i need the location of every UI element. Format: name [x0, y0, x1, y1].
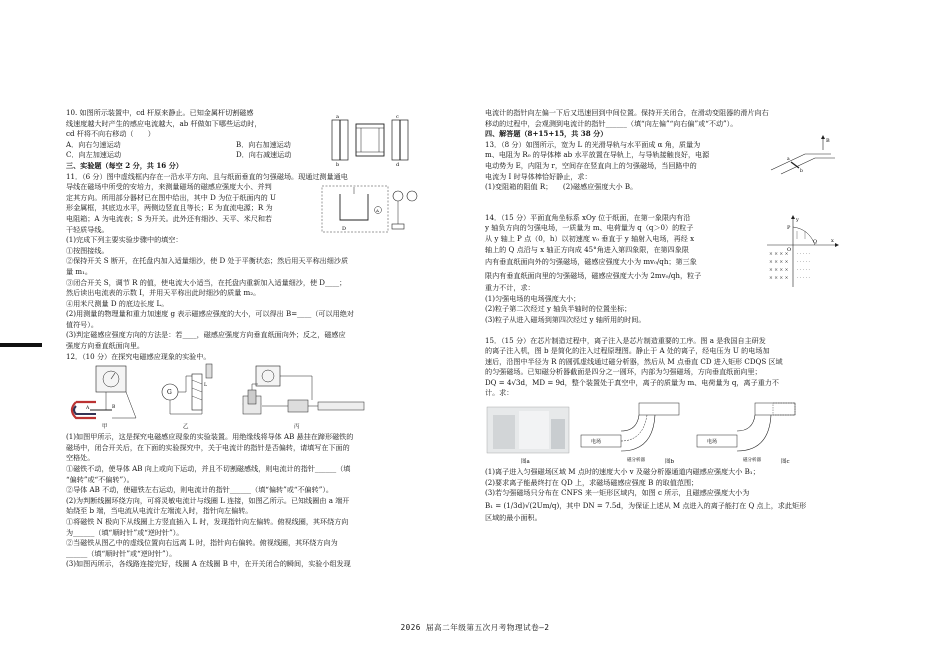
q10-line: cd 杆将不向右移动（ ） — [66, 129, 155, 139]
magnet-label-c: 磁分析器 — [743, 458, 761, 464]
section-4-title: 四、解答题（8+15+15，共 38 分） — [485, 129, 608, 139]
q11-line: 11．（6 分）图中虚线框内存在一沿水平方向、且与纸面垂直的匀强磁场。现通过测量通电 — [66, 171, 348, 181]
svg-text:· · · · ·: · · · · · — [797, 267, 810, 273]
q10-option-b[interactable]: B．向右加速运动 — [236, 139, 291, 149]
svg-text:D: D — [342, 225, 347, 232]
fig-label-bing: 丙 — [294, 424, 300, 431]
svg-text:A: A — [376, 207, 379, 213]
q14-figure — [763, 215, 839, 289]
fig-label-yi: 乙 — [183, 424, 189, 431]
q15-line: 区域的最小面积。 — [485, 512, 542, 522]
q15-figures — [485, 401, 835, 467]
fig-label-b: 图b — [665, 459, 675, 466]
q15-figure-b — [577, 401, 687, 465]
q11-line: ④用米尺测量 D 的底边长度 L。 — [66, 298, 169, 308]
q15-figure-c — [693, 401, 803, 465]
q14-line: (2)粒子第二次经过 y 轴负半轴时的位置坐标； — [485, 304, 632, 314]
svg-text:a: a — [787, 156, 790, 162]
q11-line: ①按图接线。 — [66, 245, 109, 255]
q12-line: ______（填“顺时针”或“逆时针”）。 — [66, 548, 177, 558]
magnet-label-b: 磁分析器 — [627, 458, 645, 464]
field-label-c: 电场 — [707, 439, 718, 446]
q12-line: ②导体 AB 不动，使磁铁左右运动，则电流计的指针______（填“偏转”或“不偏转”）。 — [66, 485, 333, 495]
question-14 — [485, 213, 835, 326]
q15-line: 的匀强磁场。已知磁分析器截面是四分之一圆环，内部为匀强磁场，方向垂直纸面向里； — [485, 367, 762, 377]
q11-line: (1)完成下列主要实验步骤中的填空： — [66, 235, 183, 245]
q10-line: 线速度越大时产生的感应电流越大，ab 杆做如下哪些运动时， — [66, 118, 262, 128]
q10-option-d[interactable]: D．向右减速运动 — [236, 150, 292, 160]
q15-line: 速后，沿图中半径为 R 的圆弧虚线通过磁分析器，然后从 M 点垂直 CD 进入矩形 CDQS 区域 — [485, 356, 783, 366]
q13-line: 电动势为 E，内阻为 r，空间存在竖直向上的匀强磁场，当回路中的 — [485, 160, 697, 170]
q12-line: 为______（填“顺时针”或“逆时针”）。 — [66, 527, 184, 537]
svg-text:B: B — [112, 405, 116, 411]
field-label-b: 电场 — [591, 439, 602, 446]
svg-text:b: b — [336, 162, 340, 166]
q10-option-a[interactable]: A．向右匀速运动 — [66, 139, 121, 149]
q15-line: 计。求： — [485, 388, 514, 398]
q11-line: (3)判定磁感应强度方向的方法是：若____，磁感应强度方向垂直纸面向外；反之，磁感应 — [66, 330, 346, 340]
fig-label-a: 图a — [521, 459, 530, 466]
svg-text:A: A — [86, 406, 90, 412]
svg-text:× × × ×: × × × × — [769, 259, 789, 265]
svg-text:y: y — [796, 216, 799, 223]
q11-line: 电阻箱；A 为电流表；S 为开关。此外还有细沙、天平、米尺和若 — [66, 213, 273, 223]
q12-heading: 12．（10 分）在探究电磁感应现象的实验中。 — [66, 351, 211, 361]
question-12 — [66, 352, 406, 570]
q12-figures — [66, 362, 406, 432]
q14-line: 限内有垂直纸面向里的匀强磁场，磁感应强度大小为 2mv₀/qh，粒子 — [485, 271, 702, 281]
q11-line: ②保持开关 S 断开，在托盘内加入适量细沙，使 D 处于平衡状态；然后用天平称出细沙质 — [66, 256, 349, 266]
q15-line: (3)若匀强磁场只分布在 CNFS 来一矩形区域内，如图 c 所示，且磁感应强度大小为 — [485, 488, 750, 498]
q15-figure-a — [485, 401, 571, 465]
svg-text:L: L — [204, 383, 207, 389]
svg-text:Q: Q — [813, 238, 818, 245]
q13-line: 电流为 I 时导体棒恰好静止，求： — [485, 171, 592, 181]
q15-line: DQ = 4√3d，MD = 9d，整个装置处于真空中，离子的质量为 m、电荷量为 q，离子重力不 — [485, 377, 779, 387]
q11-apparatus-figure — [320, 184, 420, 236]
q13-figure — [765, 134, 837, 176]
q15-line: 的离子注入机，图 b 是简化的注入过程原理图。静止于 A 处的离子，经电压为 U 的电场加 — [485, 346, 770, 356]
q13-line: 13．（8 分）如图所示，宽为 L 的光滑导轨与水平面成 α 角，质量为 — [485, 139, 701, 149]
q14-line: y 轴负方向的匀强电场，一质量为 m、电荷量为 q（q＞0）的粒子 — [485, 223, 694, 233]
q10-figure — [328, 114, 412, 166]
q11-line: 形金属框，其底边水平，两侧边竖直且等长；E 为直流电源；R 为 — [66, 203, 273, 213]
q11-line: (2)用测量的物理量和重力加速度 g 表示磁感应强度的大小，可以得出 B=____（可以用绝对 — [66, 309, 354, 319]
svg-text:c: c — [396, 114, 399, 120]
q10-option-c[interactable]: C．向左加速运动 — [66, 150, 122, 160]
q14-line: 内有垂直纸面向外的匀强磁场，磁感应强度大小为 mv₀/qh；第三象 — [485, 257, 697, 267]
q14-line: (3)粒子从进入磁场到第四次经过 y 轴所用的时间。 — [485, 314, 646, 324]
q10-line: 10. 如图所示装置中，cd 杆原来静止。已知金属杆切割磁感 — [66, 108, 254, 117]
left-column — [66, 108, 406, 570]
q11-line: 然后读出电流表的示数 I，并用天平称出此时细沙的质量 m₂。 — [66, 288, 261, 298]
svg-text:a: a — [336, 114, 339, 120]
fig-label-jia: 甲 — [102, 424, 108, 431]
q13-line: (1)变阻箱的阻值 R； (2)磁感应强度大小 B。 — [485, 182, 638, 192]
q12-line: “偏转”或“不偏转”）。 — [66, 474, 134, 484]
svg-text:B: B — [826, 137, 830, 144]
q12-figure-jia — [66, 362, 150, 430]
q15-line: 15．（15 分）在芯片制造过程中，离子注入是芯片制造重要的工序。图 a 是我国自主研发 — [485, 335, 766, 345]
q12-line: 空格处。 — [66, 453, 95, 463]
q11-line: 强度方向垂直纸面向里。 — [66, 341, 145, 351]
q15-line: (2)要求离子能最终打在 QD 上，求磁场磁感应强度 B 的取值范围； — [485, 477, 699, 487]
svg-text:· · · · ·: · · · · · — [797, 275, 810, 281]
q15-line: (1)离子进入匀强磁场区域 M 点时的速度大小 v 及磁分析器通道内磁感应强度大小 B₁； — [485, 467, 760, 477]
svg-text:· · · · ·: · · · · · — [797, 251, 810, 257]
svg-text:P: P — [787, 224, 791, 231]
q14-line: 轴上的 Q 点沿与 x 轴正方向成 45°角进入第四象限，在第四象限 — [485, 244, 689, 254]
svg-text:d: d — [396, 162, 400, 166]
q13-line: m、电阻为 R₀ 的导体棒 ab 水平放置在导轨上，与导轨接触良好，电源 — [485, 150, 710, 160]
q11-line: 量 m₁。 — [66, 266, 93, 276]
q12-figure-yi — [156, 362, 216, 430]
q12-line: ②当磁铁从图乙中的虚线位置向右远离 L 时，指针向右偏转。俯视线圈，其环绕方向为 — [66, 538, 338, 548]
q11-line: ③闭合开关 S，调节 R 的值，使电流大小适当，在托盘内重新加入适量细沙，使 D____； — [66, 277, 347, 287]
q12-line: ①磁铁不动，使导体 AB 向上或向下运动，并且不切割磁感线，则电流计的指针______（填 — [66, 464, 351, 474]
binding-marker — [0, 343, 42, 347]
q11-line: 干轻质导线。 — [66, 224, 109, 234]
section-3-title: 三、实验题（每空 2 分，共 16 分） — [66, 160, 183, 170]
question-13 — [485, 137, 835, 193]
right-column — [485, 108, 835, 523]
q14-line: 重力不计，求： — [485, 283, 535, 293]
q15-line: B₁ = (1/3d)√(2Um/q)，其中 DN = 7.5d，为保证上述从 M 点进入的离子能打在 Q 点上，求此矩形 — [485, 500, 807, 510]
q12-line: 始绕至 b 端，当电流从电流计左端流入时，指针向左偏转。 — [66, 506, 253, 516]
q12-line: ①将磁铁 N 极向下从线圈上方竖直插入 L 时，发现指针向左偏转。俯视线圈，其环绕方向 — [66, 517, 349, 526]
q14-line: (1)匀强电场的电场强度大小； — [485, 293, 581, 303]
fig-label-c: 图c — [781, 459, 790, 466]
question-15 — [485, 336, 835, 524]
q14-line: 14．（15 分）平面直角坐标系 xOy 位于纸面，在第一象限内有沿 — [485, 212, 691, 222]
q12-continued-line: 电流计的指针向左偏一下后又迅速回到中间位置。保持开关闭合，在滑动变阻器的滑片向右 — [485, 108, 769, 117]
q11-line: 导线在磁场中所受的安培力，来测量磁场的磁感应强度大小、并判 — [66, 182, 272, 192]
q12-line: (3)如图丙所示，各线路连接完好，线圈 A 在线圈 B 中，在开关闭合的瞬间，实验小组发现 — [66, 559, 351, 569]
q11-line: 定其方向。所用部分器材已在图中给出，其中 D 为位于纸面内的 U — [66, 192, 276, 202]
svg-text:G: G — [167, 389, 172, 397]
page-footer: 2026 届高二年级第五次月考物理试卷—2 — [400, 623, 550, 632]
svg-text:· · · · ·: · · · · · — [797, 259, 810, 265]
svg-text:× × × ×: × × × × — [769, 267, 789, 273]
q12-line: (1)如图甲所示，这是探究电磁感应现象的实验装置。用绝缘线将导体 AB 悬挂在蹄形磁铁的 — [66, 432, 354, 442]
svg-text:b: b — [800, 168, 803, 174]
svg-text:× × × ×: × × × × — [769, 251, 789, 257]
q12-figure-bing — [222, 362, 372, 430]
svg-text:× × × ×: × × × × — [769, 275, 789, 281]
q12-continued-line: 移动的过程中，会观测到电流计的指针______（填“向左偏”“向右偏”或“不动”）。 — [485, 118, 738, 128]
q11-line: 值符号）。 — [66, 319, 98, 329]
q14-line: 从 y 轴上 P 点（0，h）以初速度 v₀ 垂直于 y 轴射入电场，再经 x — [485, 233, 695, 243]
q12-line: (2)为判断线圈环绕方向，可将灵敏电流计与线圈 L 连接，如图乙所示。已知线圈由 a 端开 — [66, 495, 350, 505]
question-11 — [66, 172, 406, 352]
svg-text:O: O — [787, 246, 792, 253]
svg-text:x: x — [831, 237, 834, 244]
q12-line: 磁场中，闭合开关后，在下面的实验探究中，关于电流计的指针是否偏转，请填写在下面的 — [66, 442, 350, 452]
